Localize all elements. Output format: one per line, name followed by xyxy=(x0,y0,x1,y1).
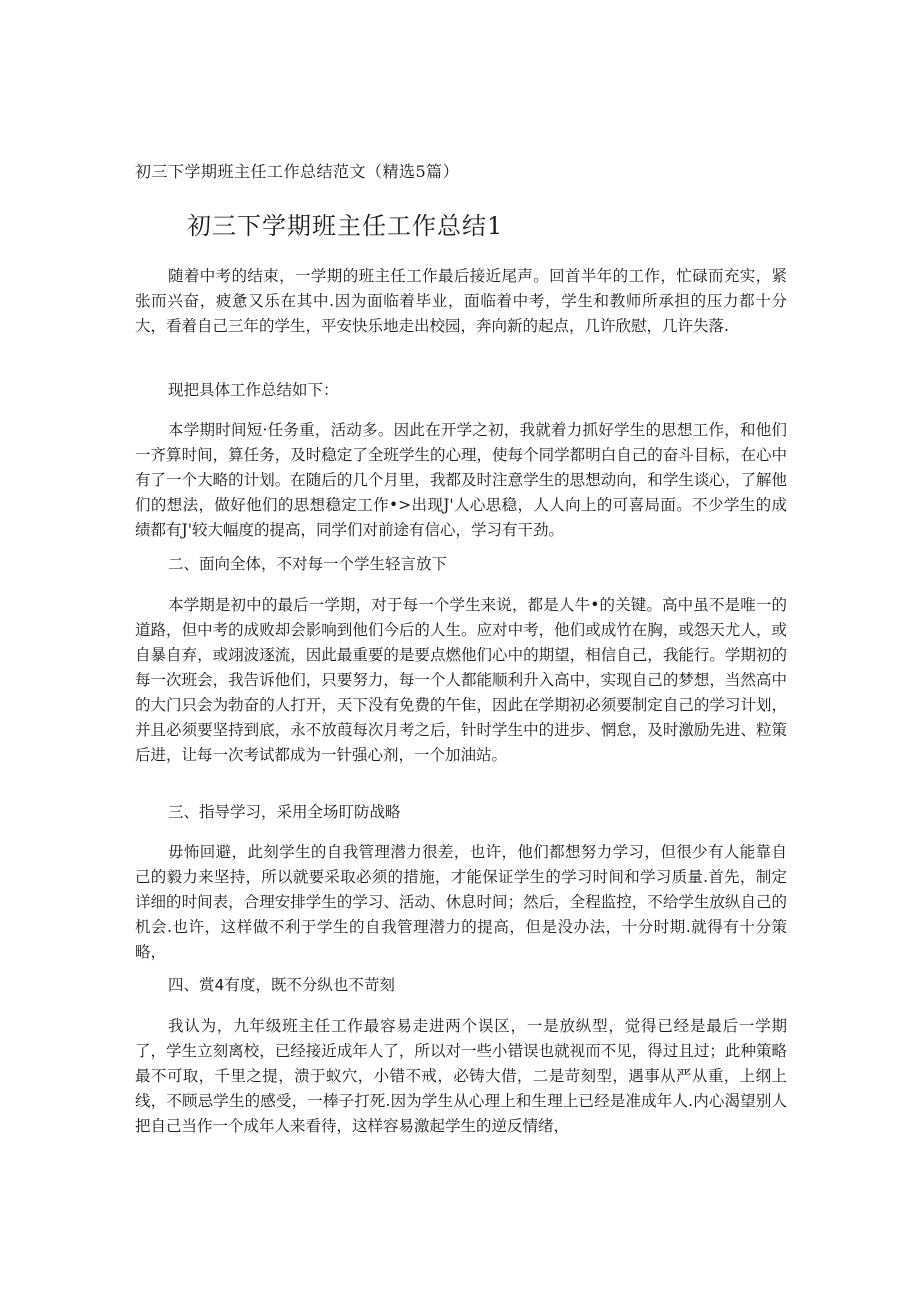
paragraph-all-students: 本学期是初中的最后一学期，对于每一个学生来说，都是人牛•的关键。高中虽不是唯一的道路，但中考的成败却会影响到他们今后的人生。应对中考，他们或成竹在胸，或怨天尤人，或自暴自弃，或翊波逐流，因此最重要的是要点燃他们心中的期望，相信自己，我能行。学期初的每一次班会，我告诉他们，只要努力，每一个人都能顺利升入高中，实现自己的梦想，当然高中的大门只会为勃奋的人打开，天下没有免费的午隹，因此在学期初必须要制定自己的学习计划，并且必须要坚持到底，永不放葭每次月考之后，针时学生中的进步、惘怠，及时激励先进、粒策后进，让每一次考试都成为一针强心剂，一个加油站。 xyxy=(135,596,787,764)
paragraph-reward-balance: 我认为，九年级班主任工作最容易走进两个误区，一是放纵型，觉得已经是最后一学期了，学生立刻离校，已经接近成年人了，所以对一些小错误也就视而不见，得过且过；此种策略最不可取，千里之提，溃于蚁穴，小错不戒，必铸大借，二是苛刻型，遇事从严从重，上纲上线，不顾忌学生的感受，一棒子打死.因为学生从心理上和生理上已经是准成年人.内心渴望别人把自己当作一个成年人来看待，这样容易激起学生的逆反情绪， xyxy=(135,1017,787,1135)
paragraph-intro: 随着中考的结束，一学期的班主任工作最后接近尾声。回首半年的工作，忙碌而充实，紧张而兴奋，疲惫又乐在其中.因为面临着毕业，面临着中考，学生和教师所承担的压力都十分大，看着自己三年的学生，平安快乐地走出校园，奔向新的起点，几许欣慰，几许失落. xyxy=(135,267,787,335)
main-heading: 初三下学期班主任工作总结1 xyxy=(187,212,504,240)
paragraph-summary-lead: 现把具体工作总结如下： xyxy=(168,381,339,399)
section-heading-3: 三、指导学习，采用全场盯防战略 xyxy=(168,803,401,821)
paragraph-study-guidance: 毋怖回避，此刻学生的自我管理潜力很差，也许，他们都想努力学习，但很少有人能靠自己的毅力来坚持，所以就要采取必须的措施，才能保证学生的学习时间和学习质量.首先，制定详细的时间表，合理安排学生的学习、活动、休息时间；然后，全程监控，不给学生放纵自己的机会.也许，这样做不利于学生的自我管理潜力的提高，但是没办法，十分时期.就得有十分策略， xyxy=(135,843,787,961)
section-heading-4: 四、赏4有度，既不分纵也不苛刻 xyxy=(168,976,395,994)
document-title: 初三下学期班主任工作总结范文（精选5篇） xyxy=(135,162,460,181)
section-heading-2: 二、面向全体，不对每一个学生轻言放下 xyxy=(168,555,448,573)
paragraph-thought-work: 本学期时间短·任务重，活动多。因此在开学之初，我就着力抓好学生的思想工作，和他们一齐算时间，算任务，及时稳定了全班学生的心理，使每个同学都明白自己的奋斗目标，在心中有了一个大略的计划。在随后的几个月里，我都及时注意学生的思想动向，和学生谈心，了解他们的想法，做好他们的思想稳定工作•>出现J'人心思稳，人人向上的可喜局面。不少学生的成绩都有J'较大幅度的提高，同学们对前途有信心，学习有干劲。 xyxy=(135,421,787,539)
